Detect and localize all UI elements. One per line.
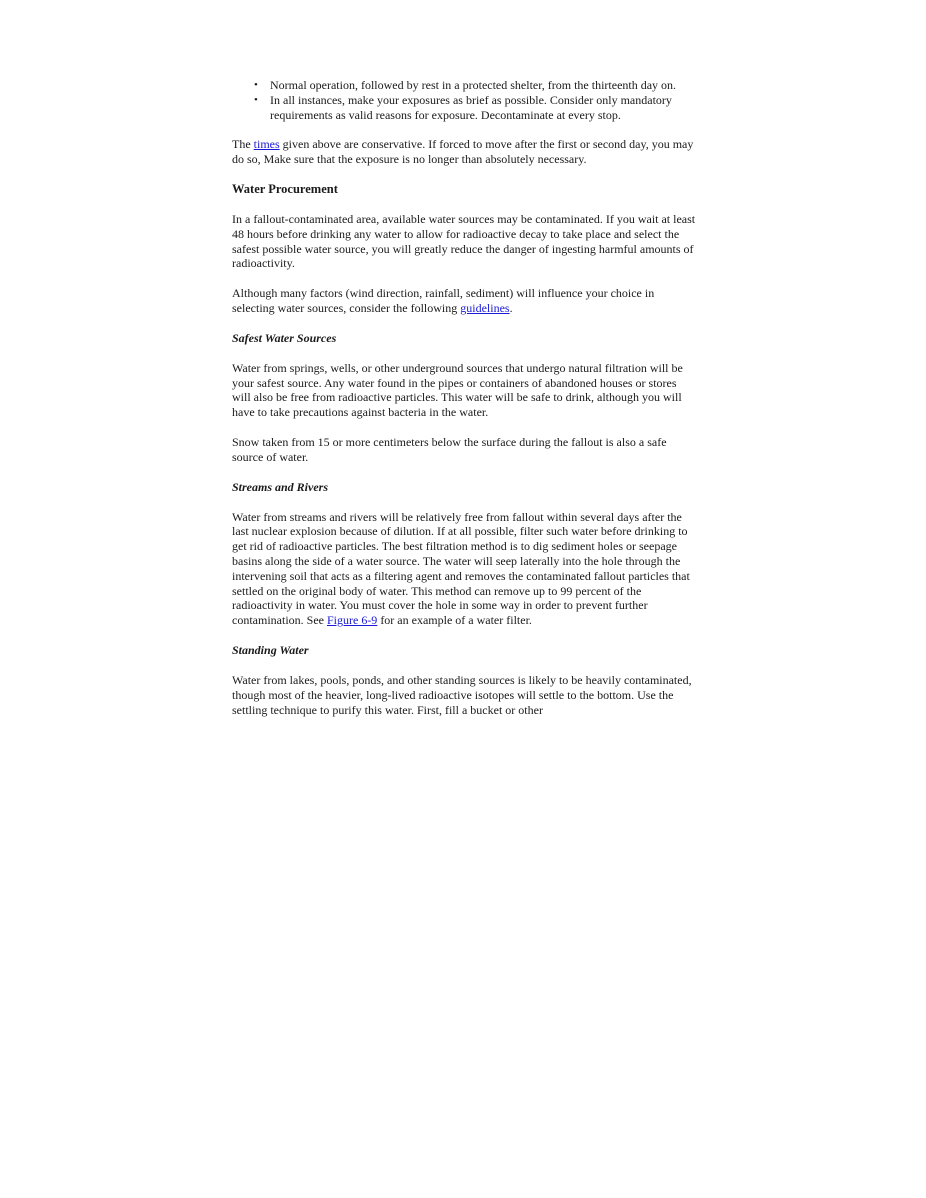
guidelines-link[interactable]: guidelines (460, 300, 510, 315)
paragraph-times: The times given above are conservative. If forced to move after the first or second day, you may do so, Make sure that the exposure is no longer than absolutely necessary. (232, 137, 694, 167)
paragraph-fallout: In a fallout-contaminated area, available water sources may be contaminated. If you wait at least 48 hours before drinking any water to allow for radioactive decay to take place and select the safest possible water source, you will greatly reduce the danger of ingesting harmful amounts of radioactivity. (232, 211, 696, 271)
list-item: • Normal operation, followed by rest in a protected shelter, from the thirteenth day on. (254, 78, 677, 92)
paragraph-streams: Water from streams and rivers will be relatively free from fallout within several days after the last nuclear explosion because of dilution. If at all possible, filter such water before drinking to get rid of radioactive particles. The best filtration method is to dig sediment holes or seepage basins along the side of a water source. The water will seep laterally into the hole through the intervening soil that acts as a filtering agent and removes the contaminated fallout particles that settled on the original body of water. This method can remove up to 99 percent of the radioactivity in water. You must cover the hole in some way in order to prevent further contamination. See Figure 6-9 for an example of a water filter. (232, 509, 690, 628)
section-heading-water-procurement: Water Procurement (232, 181, 338, 196)
page-content (232, 78, 698, 717)
paragraph-springs: Water from springs, wells, or other underground sources that undergo natural filtration will be your safest source. Any water found in the pipes or containers of abandoned houses or stores will also be free from radioactive particles. This water will be safe to drink, although you will have to take precautions against bacteria in the water. (232, 360, 683, 420)
list-item: • In all instances, make your exposures as brief as possible. Consider only mandatory requirements as valid reasons for exposure. Decontaminate at every stop. (254, 92, 672, 122)
subheading-standing-water: Standing Water (232, 642, 309, 657)
paragraph-standing: Water from lakes, pools, ponds, and other standing sources is likely to be heavily contaminated, though most of the heavier, long-lived radioactive isotopes will settle to the bottom. Use the settling technique to purify this water. First, fill a bucket or other (232, 672, 692, 717)
bullet-list (232, 78, 698, 122)
paragraph-factors: Although many factors (wind direction, rainfall, sediment) will influence your choice in selecting water sources, consider the following guidelines. (232, 286, 655, 315)
bullet-icon: • (254, 79, 258, 91)
subheading-streams-and-rivers: Streams and Rivers (232, 479, 329, 494)
paragraph-snow: Snow taken from 15 or more centimeters below the surface during the fallout is also a safe source of water. (232, 434, 667, 464)
bullet-icon: • (254, 93, 258, 106)
figure-6-9-link[interactable]: Figure 6-9 (326, 613, 378, 628)
times-link[interactable]: times (253, 137, 280, 152)
subheading-safest-water-sources: Safest Water Sources (232, 330, 337, 345)
